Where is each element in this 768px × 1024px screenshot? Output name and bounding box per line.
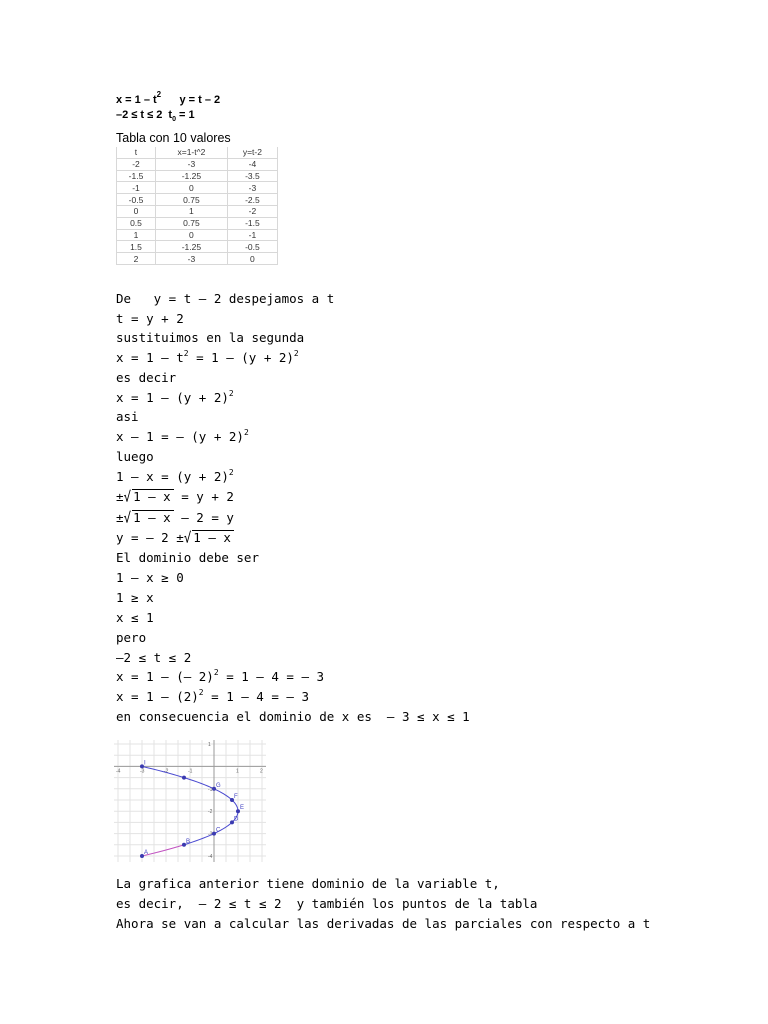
- footer-line-1: La grafica anterior tiene dominio de la variable t,: [116, 876, 500, 891]
- table-row: [117, 158, 278, 170]
- table-cell: -1.5: [227, 217, 277, 229]
- table-cell: 0: [155, 229, 227, 241]
- sqrt-icon: √: [123, 508, 132, 527]
- exponent: 2: [213, 668, 219, 677]
- expr: = 1 – (y + 2): [188, 350, 294, 365]
- expr: x = 1 – t: [116, 350, 184, 365]
- data-point: [182, 776, 186, 780]
- plus-minus: ±: [116, 489, 124, 504]
- table-cell: 1: [155, 205, 227, 217]
- table-cell: -0.5: [227, 241, 277, 253]
- y-tick-label: -2: [208, 809, 213, 816]
- line-16: 1 ≥ x: [116, 590, 154, 605]
- line-11: [116, 489, 234, 505]
- y-tick-label: -3: [208, 831, 213, 838]
- t-range: –2 ≤ t ≤ 2 t: [116, 109, 173, 121]
- table-title: Tabla con 10 valores: [116, 131, 231, 145]
- line-20: [116, 669, 324, 685]
- x-tick-label: -4: [116, 768, 121, 775]
- y-tick-label: -1: [208, 786, 213, 793]
- point-label: E: [240, 805, 245, 812]
- y-tick-label: -4: [208, 854, 213, 860]
- table-cell: 1: [117, 229, 156, 241]
- expr: 1 – x = (y + 2): [116, 469, 229, 484]
- table-cell: -1.25: [155, 170, 227, 182]
- table-cell: -3: [227, 182, 277, 194]
- line-9: luego: [116, 449, 154, 464]
- line-22: en consecuencia el dominio de x es – 3 ≤ x ≤ 1: [116, 709, 470, 724]
- x-tick-label: -2: [164, 768, 169, 775]
- expr: y = – 2 ±: [116, 530, 184, 545]
- expr: x = 1 – (y + 2): [116, 390, 229, 405]
- line-1: De y = t – 2 despejamos a t: [116, 291, 335, 306]
- values-table: [116, 147, 278, 265]
- expr: = 1 – 4 = – 3: [203, 689, 309, 704]
- table-cell: -1.5: [117, 170, 156, 182]
- x-tick-label: 2: [260, 768, 263, 775]
- line-12: [116, 510, 234, 526]
- table-cell: 0.5: [117, 217, 156, 229]
- t0-value: = 1: [176, 109, 195, 121]
- exponent: 2: [156, 90, 162, 99]
- point-label: D: [234, 816, 239, 823]
- point-label: C: [216, 827, 221, 834]
- table-cell: 0: [227, 253, 277, 265]
- line-17: x ≤ 1: [116, 610, 154, 625]
- point-label: F: [234, 794, 238, 800]
- expr: x = 1 – (2): [116, 689, 199, 704]
- table-cell: -3: [155, 158, 227, 170]
- x-tick-label: 1: [236, 768, 239, 775]
- line-8: [116, 429, 249, 445]
- line-5: es decir: [116, 370, 177, 385]
- parameter-range: [116, 109, 195, 123]
- exponent: 2: [243, 428, 249, 437]
- table-header-row: [117, 147, 278, 158]
- table-cell: -3: [155, 253, 227, 265]
- table-row: [117, 217, 278, 229]
- plus-minus: ±: [116, 510, 124, 525]
- expr: = 1 – 4 = – 3: [218, 669, 325, 684]
- table-cell: -1: [117, 182, 156, 194]
- table-cell: -3.5: [227, 170, 277, 182]
- y-tick-label: 1: [208, 742, 211, 748]
- table-cell: 0.75: [155, 217, 227, 229]
- table-row: [117, 253, 278, 265]
- line-4: [116, 350, 299, 366]
- exponent: 2: [293, 349, 299, 358]
- table-cell: 2: [117, 253, 156, 265]
- line-19: –2 ≤ t ≤ 2: [116, 650, 192, 665]
- table-row: [117, 170, 278, 182]
- table-row: [117, 205, 278, 217]
- table-cell: 0.75: [155, 194, 227, 206]
- table-cell: 1.5: [117, 241, 156, 253]
- table-cell: -1.25: [155, 241, 227, 253]
- subscript: 0: [172, 116, 176, 124]
- x-equation: x = 1 – t: [116, 94, 157, 106]
- parametric-curve-chart: [114, 740, 266, 862]
- expr: = y + 2: [173, 489, 234, 504]
- table-row: [117, 229, 278, 241]
- table-cell: 0: [117, 205, 156, 217]
- line-6: [116, 390, 234, 406]
- x-tick-label: -3: [140, 768, 145, 775]
- table-cell: -2: [117, 158, 156, 170]
- expr: x – 1 = – (y + 2): [116, 429, 244, 444]
- table-header-cell: t: [117, 147, 156, 158]
- table-cell: 0: [155, 182, 227, 194]
- table-header-cell: x=1-t^2: [155, 147, 227, 158]
- parametric-equations: [116, 90, 221, 106]
- point-label: I: [144, 760, 146, 767]
- table-row: [117, 241, 278, 253]
- sqrt-icon: √: [123, 487, 132, 506]
- footer-line-2: es decir, – 2 ≤ t ≤ 2 y también los puntos de la tabla: [116, 896, 538, 911]
- line-13: [116, 530, 234, 546]
- radicand: 1 – x: [132, 510, 174, 524]
- line-14: El dominio debe ser: [116, 550, 259, 565]
- radicand: 1 – x: [192, 530, 234, 544]
- line-21: [116, 689, 309, 705]
- radicand: 1 – x: [132, 489, 174, 503]
- line-7: asi: [116, 409, 139, 424]
- table-cell: -2: [227, 205, 277, 217]
- exponent: 2: [183, 349, 189, 358]
- exponent: 2: [198, 688, 204, 697]
- table-header-cell: y=t-2: [227, 147, 277, 158]
- point-label: B: [186, 838, 191, 845]
- line-3: sustituimos en la segunda: [116, 330, 305, 345]
- expr: x = 1 – (– 2): [116, 669, 214, 684]
- line-2: t = y + 2: [116, 311, 184, 326]
- sqrt-icon: √: [183, 528, 192, 547]
- footer-line-3: Ahora se van a calcular las derivadas de las parciales con respecto a t: [116, 916, 651, 931]
- line-18: pero: [116, 630, 147, 645]
- exponent: 2: [228, 389, 234, 398]
- table-cell: -4: [227, 158, 277, 170]
- table-cell: -2.5: [227, 194, 277, 206]
- expr: – 2 = y: [173, 510, 234, 525]
- exponent: 2: [228, 468, 234, 477]
- x-tick-label: -1: [188, 768, 193, 775]
- table-cell: -0.5: [117, 194, 156, 206]
- table-row: [117, 182, 278, 194]
- line-10: [116, 469, 234, 485]
- y-equation: y = t – 2: [179, 94, 221, 106]
- point-label: G: [216, 782, 221, 789]
- table-cell: -1: [227, 229, 277, 241]
- point-label: A: [144, 850, 149, 856]
- table-row: [117, 194, 278, 206]
- line-15: 1 – x ≥ 0: [116, 570, 184, 585]
